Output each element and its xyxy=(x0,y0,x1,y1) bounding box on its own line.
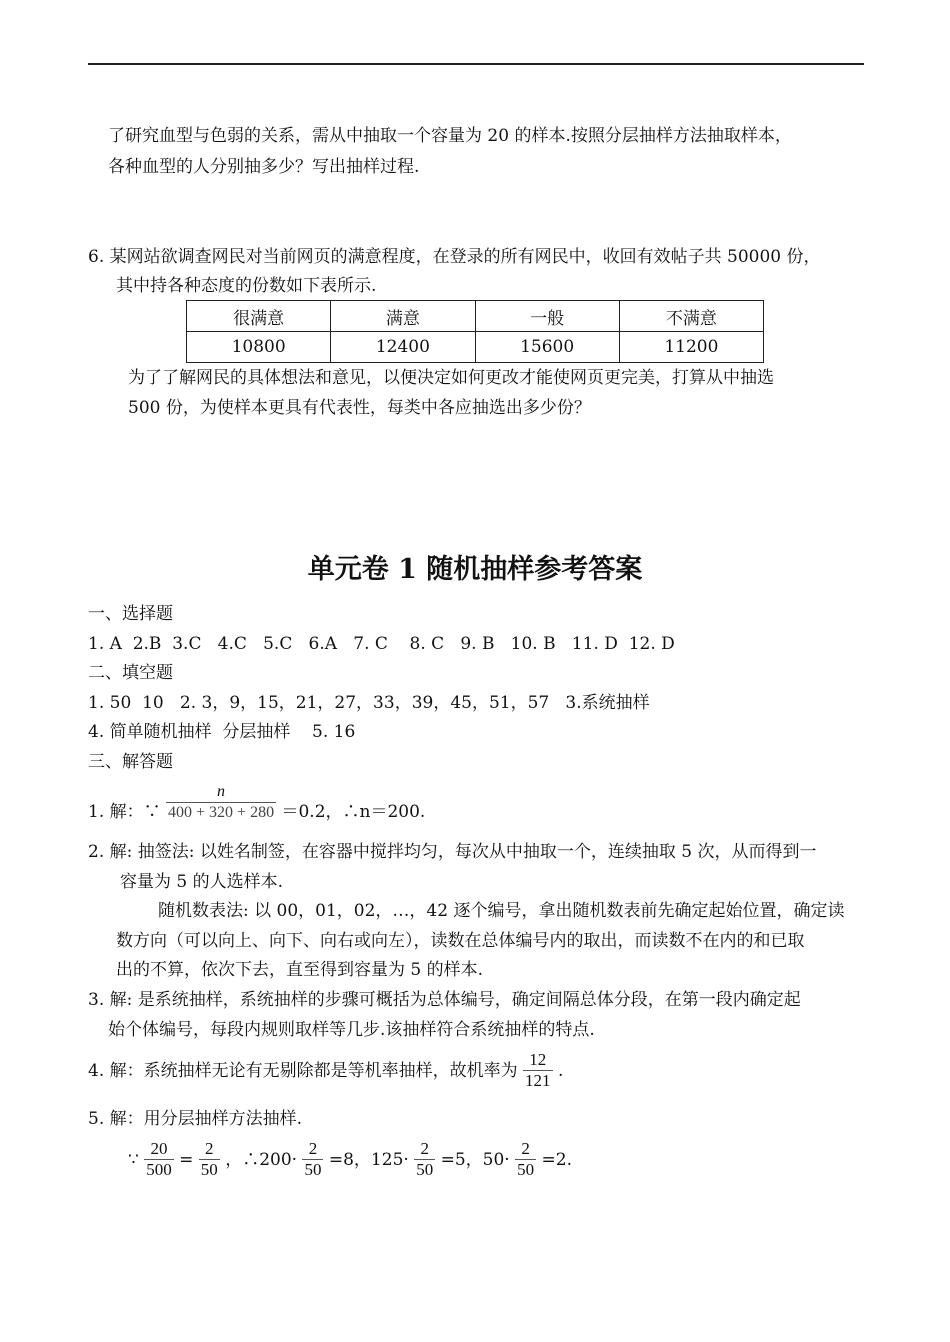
fraction-1 xyxy=(144,1139,174,1180)
answer-4-suffix: . xyxy=(557,1060,564,1081)
q6-line-1: 6. 某网站欲调查网民对当前网页的满意程度，在登录的所有网民中，收回有效帖子共 50000 份， xyxy=(88,247,821,267)
fraction-numerator: 2 xyxy=(199,1139,220,1160)
formula-text-2: =8，125· xyxy=(328,1149,409,1170)
fraction-5 xyxy=(515,1139,536,1180)
fraction-4 xyxy=(414,1139,435,1180)
q5-line-2: 各种血型的人分别抽多少？写出抽样过程. xyxy=(108,157,420,177)
formula-text-4: =2. xyxy=(541,1149,572,1170)
section1-heading: 一、选择题 xyxy=(88,604,173,624)
section1-answers: 1. A 2.B 3.C 4.C 5.C 6.A 7. C 8. C 9. B 10. B 11. D 12. D xyxy=(88,634,675,654)
fraction-numerator: 12 xyxy=(523,1050,553,1071)
fraction-denominator: 400 + 320 + 280 xyxy=(168,804,275,821)
answer-1 xyxy=(88,782,425,823)
section2-line-1: 1. 50 10 2. 3，9，15，21，27，33，39，45，51，57 3.系统抽样 xyxy=(88,693,650,713)
table-header-row xyxy=(187,301,764,332)
fraction-numerator: 2 xyxy=(414,1139,435,1160)
table-cell: 11200 xyxy=(619,332,763,363)
answer-2-line-5: 出的不算，依次下去，直至得到容量为 5 的样本. xyxy=(116,960,484,980)
answer-4-prefix: 4. 解：系统抽样无论有无剔除都是等机率抽样，故机率为 xyxy=(88,1060,518,1081)
answer-5-formula xyxy=(128,1139,572,1180)
answer-2-line-1: 2. 解: 抽签法: 以姓名制签，在容器中搅拌均匀，每次从中抽取一个，连续抽取 5 次，从而得到一 xyxy=(88,842,817,862)
because-symbol: ∵ xyxy=(128,1149,139,1170)
answer-3-line-1: 3. 解: 是系统抽样，系统抽样的步骤可概括为总体编号，确定间隔总体分段，在第一段内确定起 xyxy=(88,990,801,1010)
table-cell: 10800 xyxy=(187,332,331,363)
table-header-cell: 很满意 xyxy=(187,301,331,332)
answer-5-line-1: 5. 解：用分层抽样方法抽样. xyxy=(88,1109,303,1129)
fraction-denominator: 50 xyxy=(200,1160,218,1179)
answer-1-suffix: ＝0.2，∴n＝200. xyxy=(281,801,426,822)
formula-text-1: ，∴200· xyxy=(225,1149,298,1170)
formula-text-3: =5，50· xyxy=(440,1149,510,1170)
fraction-numerator: 2 xyxy=(302,1139,323,1160)
equals-sign: = xyxy=(179,1149,194,1170)
table-row xyxy=(187,332,764,363)
fraction-numerator: 20 xyxy=(144,1139,174,1160)
table-cell: 15600 xyxy=(475,332,619,363)
answers-title: 单元卷 1 随机抽样参考答案 xyxy=(307,554,643,585)
section2-line-2: 4. 简单随机抽样 分层抽样 5. 16 xyxy=(88,722,356,742)
section2-heading: 二、填空题 xyxy=(88,663,173,683)
answer-3-line-2: 始个体编号，每段内规则取样等几步.该抽样符合系统抽样的特点. xyxy=(108,1020,595,1040)
q5-line-1: 了研究血型与色弱的关系，需从中抽取一个容量为 20 的样本.按照分层抽样方法抽取样本， xyxy=(108,126,792,146)
survey-table xyxy=(186,300,764,363)
section3-heading: 三、解答题 xyxy=(88,752,173,772)
fraction-denominator: 121 xyxy=(525,1071,551,1090)
fraction-denominator: 50 xyxy=(416,1160,434,1179)
answer-4 xyxy=(88,1050,563,1091)
q6-after-line-1: 为了了解网民的具体想法和意见，以便决定如何更改才能使网页更完美，打算从中抽选 xyxy=(128,368,774,388)
fraction-numerator: n xyxy=(166,782,276,803)
answer-1-fraction xyxy=(166,782,276,823)
table-header-cell: 一般 xyxy=(475,301,619,332)
q6-after-line-2: 500 份，为使样本更具有代表性，每类中各应抽选出多少份？ xyxy=(128,398,591,418)
answer-2-line-4: 数方向（可以向上、向下、向右或向左），读数在总体编号内的取出，而读数不在内的和已取 xyxy=(116,931,805,951)
fraction-3 xyxy=(302,1139,323,1180)
table-cell: 12400 xyxy=(331,332,475,363)
fraction-denominator: 50 xyxy=(517,1160,535,1179)
table-header-cell: 满意 xyxy=(331,301,475,332)
q6-line-2: 其中持各种态度的份数如下表所示. xyxy=(116,276,377,296)
fraction-2 xyxy=(199,1139,220,1180)
table-header-cell: 不满意 xyxy=(619,301,763,332)
answer-2-line-3: 随机数表法: 以 00，01，02，…，42 逐个编号，拿出随机数表前先确定起始位置，确定读 xyxy=(158,901,845,921)
header-rule xyxy=(88,63,864,65)
fraction-numerator: 2 xyxy=(515,1139,536,1160)
answer-1-prefix: 1. 解：∵ xyxy=(88,801,161,822)
answer-2-line-2: 容量为 5 的人选样本. xyxy=(120,872,284,892)
fraction-denominator: 500 xyxy=(146,1160,172,1179)
fraction-denominator: 50 xyxy=(304,1160,322,1179)
answer-4-fraction xyxy=(523,1050,553,1091)
